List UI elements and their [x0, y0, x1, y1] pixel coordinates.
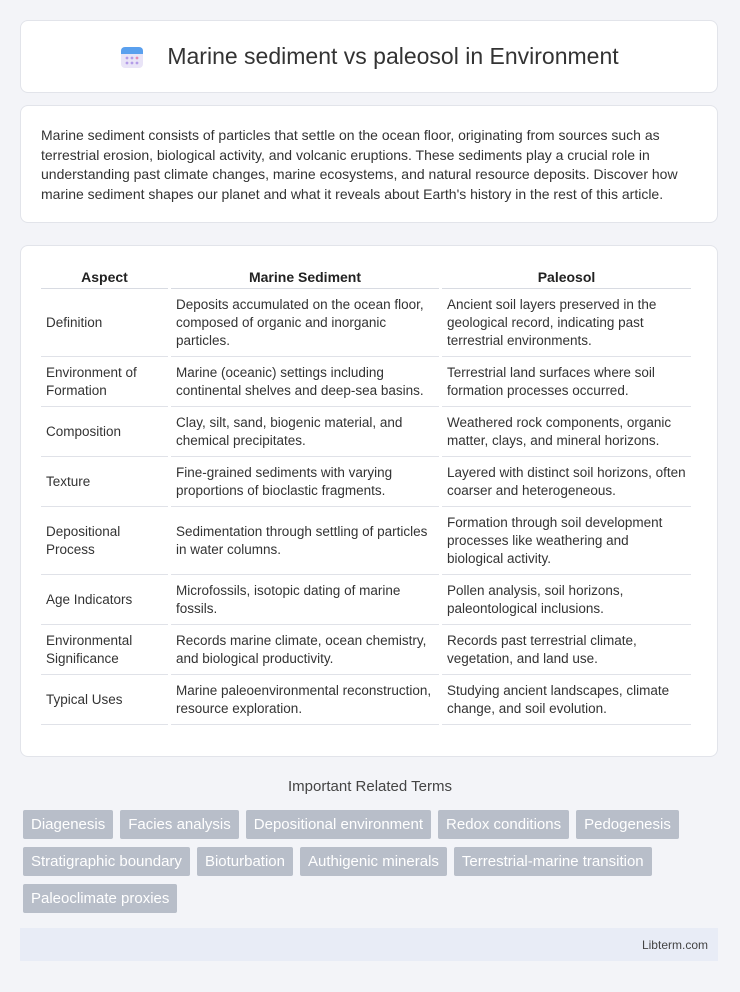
row-paleosol: Formation through soil development processes like weathering and biological activity.: [442, 507, 691, 575]
tag-authigenic-minerals[interactable]: Authigenic minerals: [300, 847, 447, 876]
header-marine-sediment: Marine Sediment: [171, 266, 439, 289]
row-marine: Marine paleoenvironmental reconstruction, resource exploration.: [171, 675, 439, 725]
table-row: [41, 675, 691, 725]
row-marine: Clay, silt, sand, biogenic material, and chemical precipitates.: [171, 407, 439, 457]
tag-paleoclimate-proxies[interactable]: Paleoclimate proxies: [23, 884, 177, 913]
row-marine: Marine (oceanic) settings including continental shelves and deep-sea basins.: [171, 357, 439, 407]
footer-site-link[interactable]: Libterm.com: [641, 937, 708, 952]
related-terms-list: [23, 810, 723, 913]
row-paleosol: Studying ancient landscapes, climate change, and soil evolution.: [442, 675, 691, 725]
calendar-icon: [119, 44, 145, 70]
row-marine: Deposits accumulated on the ocean floor, composed of organic and inorganic particles.: [171, 289, 439, 357]
table-row: [41, 575, 691, 625]
tag-bioturbation[interactable]: Bioturbation: [197, 847, 293, 876]
comparison-card: [20, 245, 718, 757]
row-marine: Fine-grained sediments with varying proportions of bioclastic fragments.: [171, 457, 439, 507]
header-aspect: Aspect: [41, 266, 168, 289]
tag-pedogenesis[interactable]: Pedogenesis: [576, 810, 679, 839]
row-paleosol: Terrestrial land surfaces where soil formation processes occurred.: [442, 357, 691, 407]
row-aspect: Age Indicators: [41, 575, 168, 625]
page-title: Marine sediment vs paleosol in Environment: [167, 43, 619, 69]
table-row: [41, 625, 691, 675]
table-row: [41, 357, 691, 407]
comparison-table: [38, 266, 694, 725]
table-row: [41, 289, 691, 357]
row-paleosol: Pollen analysis, soil horizons, paleontological inclusions.: [442, 575, 691, 625]
row-aspect: Environment of Formation: [41, 357, 168, 407]
table-row: [41, 507, 691, 575]
tag-stratigraphic-boundary[interactable]: Stratigraphic boundary: [23, 847, 190, 876]
header-paleosol: Paleosol: [442, 266, 691, 289]
row-aspect: Depositional Process: [41, 507, 168, 575]
intro-card: [20, 105, 718, 223]
table-row: [41, 407, 691, 457]
row-marine: Records marine climate, ocean chemistry, and biological productivity.: [171, 625, 439, 675]
related-terms-title: Important Related Terms: [288, 778, 452, 795]
table-row: [41, 457, 691, 507]
row-marine: Microfossils, isotopic dating of marine fossils.: [171, 575, 439, 625]
row-aspect: Composition: [41, 407, 168, 457]
intro-paragraph: Marine sediment consists of particles that settle on the ocean floor, originating from sources such as terrestrial erosion, biological activity, and volcanic eruptions. These sediments play a crucial role in understanding past climate changes, marine ecosystems, and natural resource deposits. Discover how marine sediment shapes our planet and what it reveals about Earth's history in the rest of this article.: [41, 127, 678, 202]
tag-facies-analysis[interactable]: Facies analysis: [120, 810, 239, 839]
row-paleosol: Records past terrestrial climate, vegetation, and land use.: [442, 625, 691, 675]
row-paleosol: Ancient soil layers preserved in the geological record, indicating past terrestrial environments.: [442, 289, 691, 357]
tag-depositional-environment[interactable]: Depositional environment: [246, 810, 431, 839]
tag-terrestrial-marine-transition[interactable]: Terrestrial-marine transition: [454, 847, 652, 876]
tag-redox-conditions[interactable]: Redox conditions: [438, 810, 569, 839]
row-aspect: Texture: [41, 457, 168, 507]
table-header-row: [41, 266, 691, 289]
row-aspect: Definition: [41, 289, 168, 357]
row-marine: Sedimentation through settling of particles in water columns.: [171, 507, 439, 575]
row-paleosol: Layered with distinct soil horizons, often coarser and heterogeneous.: [442, 457, 691, 507]
tag-diagenesis[interactable]: Diagenesis: [23, 810, 113, 839]
row-aspect: Environmental Significance: [41, 625, 168, 675]
title-card: [20, 20, 718, 93]
footer: [20, 928, 718, 961]
row-paleosol: Weathered rock components, organic matter, clays, and mineral horizons.: [442, 407, 691, 457]
row-aspect: Typical Uses: [41, 675, 168, 725]
